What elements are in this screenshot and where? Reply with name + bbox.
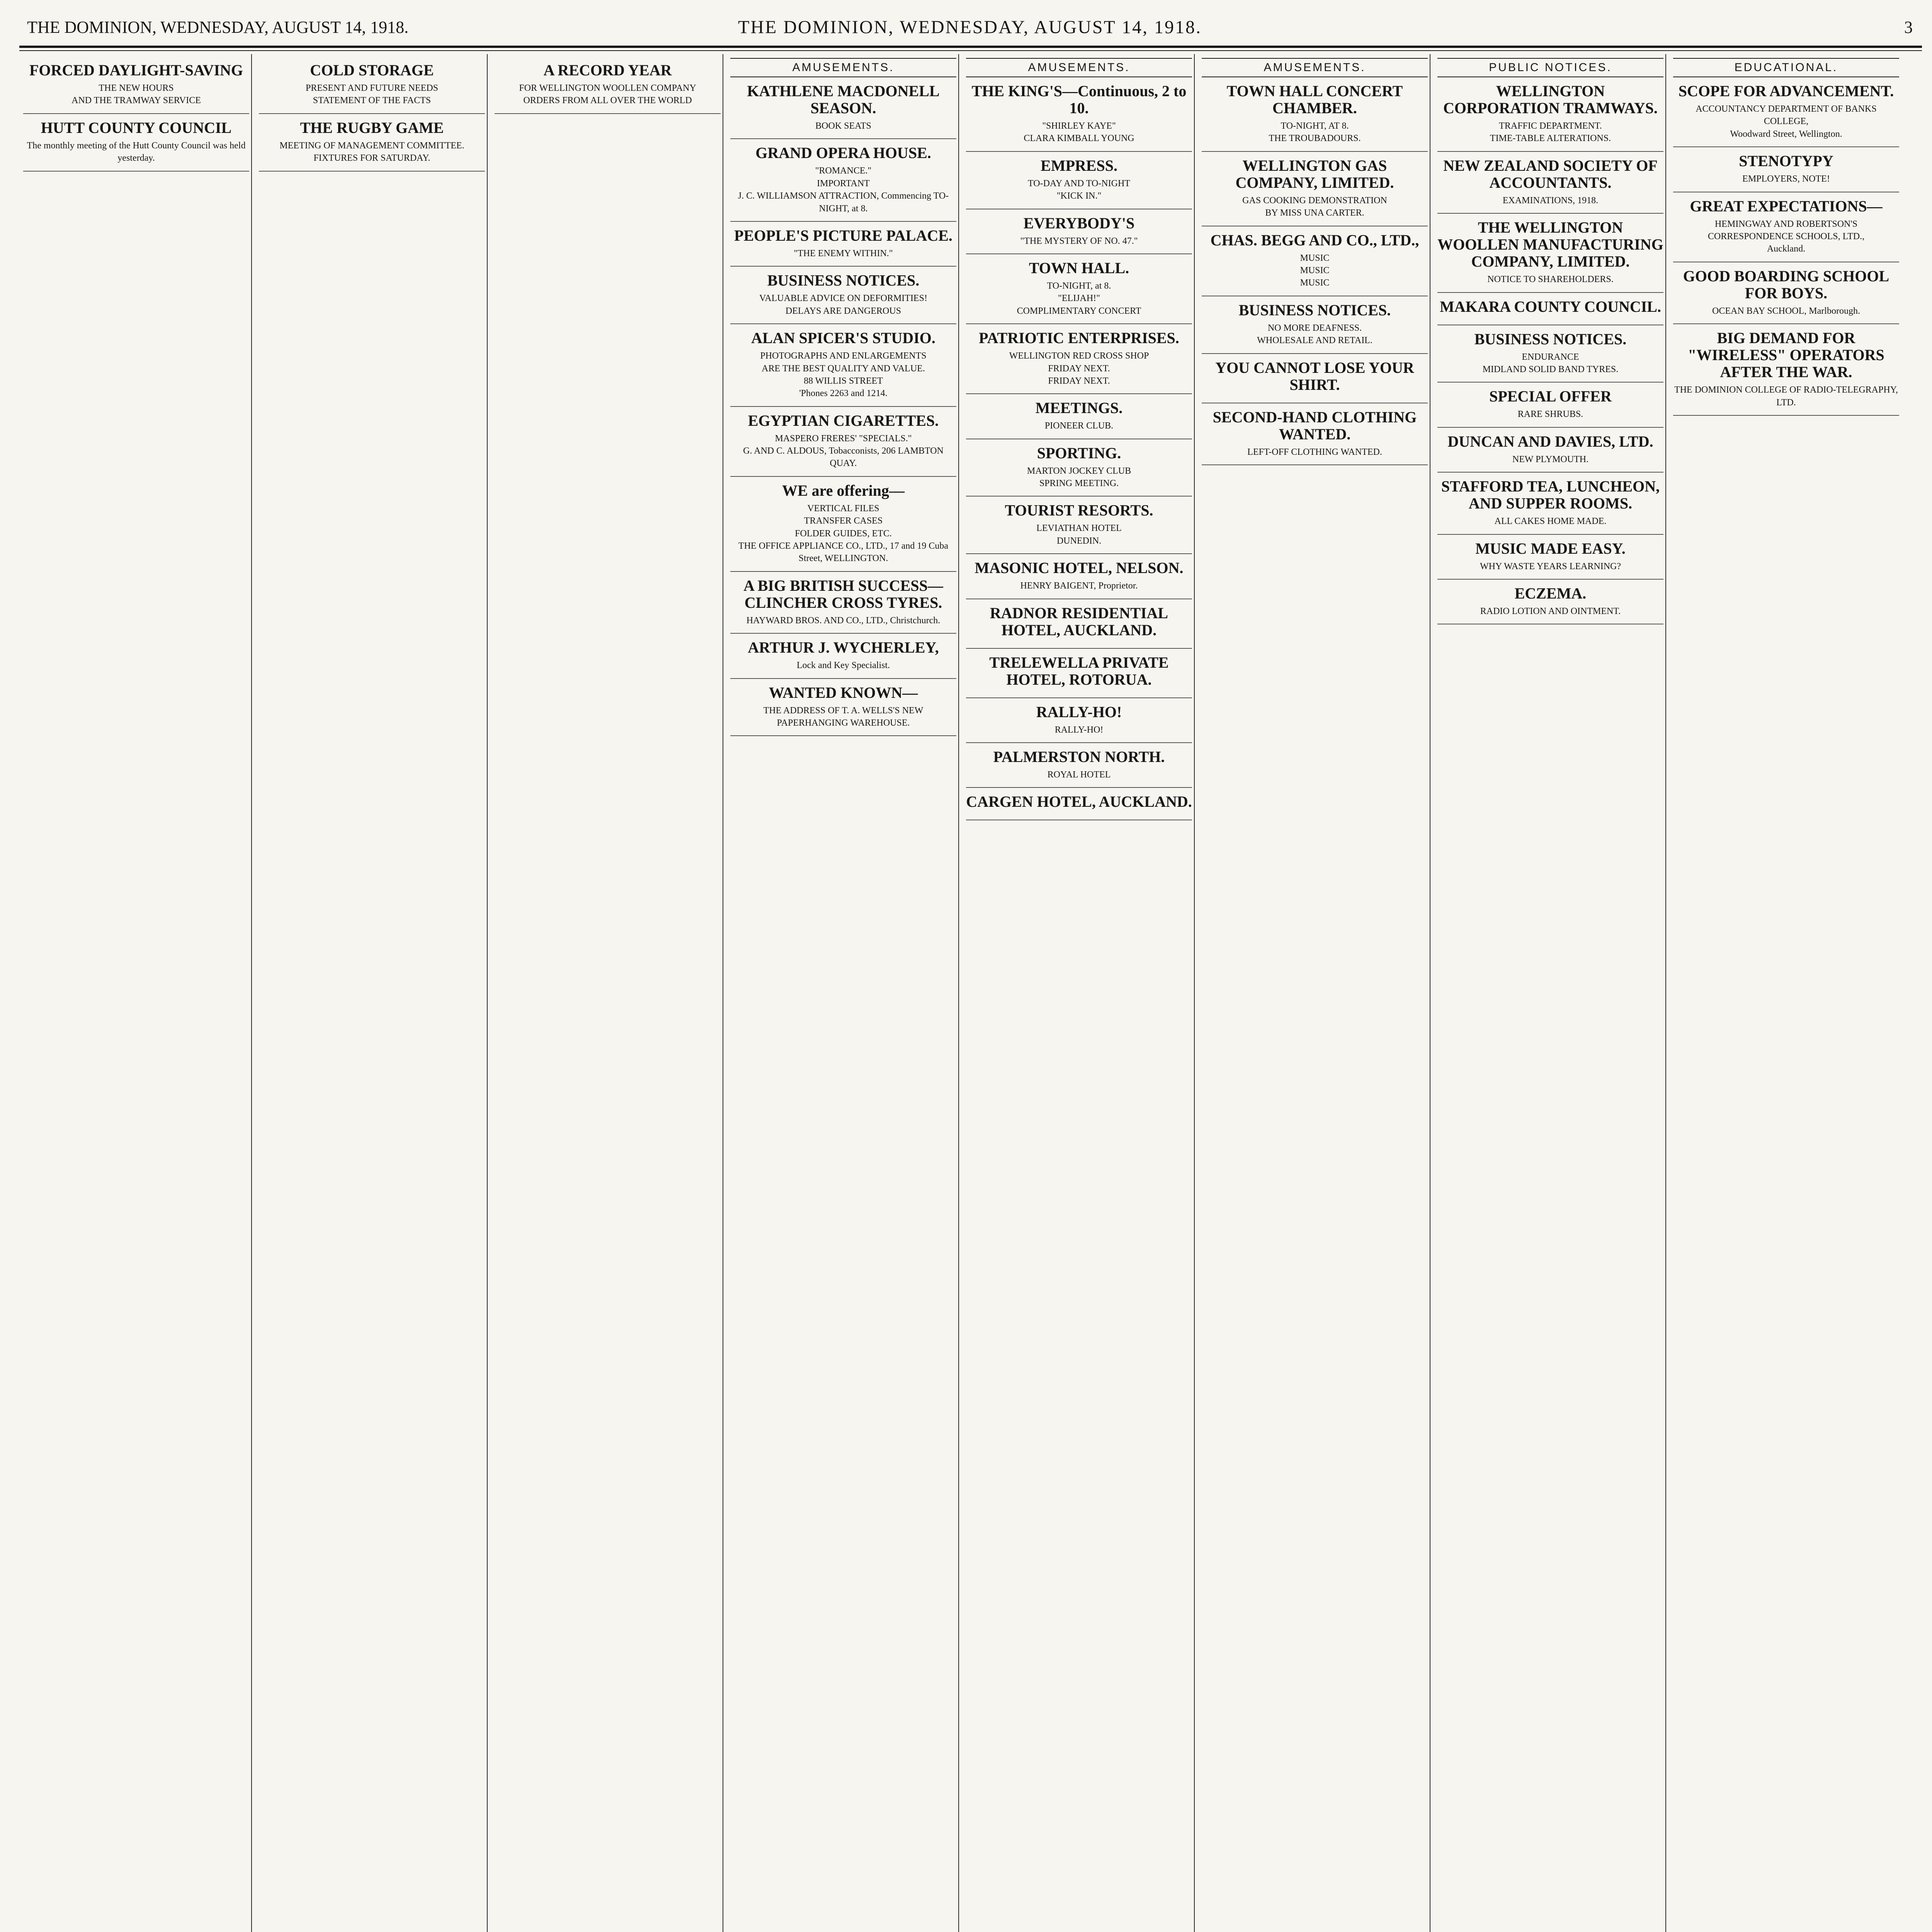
article-heading: BUSINESS NOTICES. (1238, 301, 1391, 319)
article-line: ORDERS FROM ALL OVER THE WORLD (523, 95, 692, 106)
article-line: FOLDER GUIDES, ETC. (795, 528, 892, 539)
article-line: MUSIC (1300, 253, 1330, 263)
article-heading: THE KING'S—Continuous, 2 to 10. (971, 82, 1187, 117)
article-line: IMPORTANT (817, 178, 870, 189)
column-4 (730, 58, 956, 1932)
article-heading: RADNOR RESIDENTIAL HOTEL, AUCKLAND. (990, 604, 1168, 639)
article-block (1437, 478, 1663, 534)
article-line: HAYWARD BROS. AND CO., LTD., Christchurch. (746, 615, 940, 626)
article-line: FOR WELLINGTON WOOLLEN COMPANY (519, 83, 696, 93)
article-block (730, 83, 956, 139)
column-header: EDUCATIONAL. (1673, 58, 1899, 77)
article-heading: KATHLENE MACDONELL SEASON. (747, 82, 940, 117)
article-block (1437, 388, 1663, 427)
article-block (966, 704, 1192, 743)
article-heading: WELLINGTON GAS COMPANY, LIMITED. (1235, 156, 1394, 191)
article-heading: EMPRESS. (1041, 156, 1117, 174)
article-line: TRANSFER CASES (804, 516, 883, 526)
column-header: AMUSEMENTS. (1202, 58, 1428, 77)
article-line: OCEAN BAY SCHOOL, Marlborough. (1712, 306, 1860, 316)
article-block (966, 157, 1192, 209)
masthead-left: THE DOMINION, WEDNESDAY, AUGUST 14, 1918. (27, 18, 409, 37)
article-heading: STENOTYPY (1739, 152, 1833, 170)
article-line: Lock and Key Specialist. (796, 660, 890, 671)
article-heading: ECZEMA. (1514, 584, 1587, 602)
article-block (1437, 219, 1663, 293)
article-line: RADIO LOTION AND OINTMENT. (1480, 606, 1621, 616)
column-1 (23, 58, 249, 1932)
article-block (966, 748, 1192, 788)
article-line: BOOK SEATS (815, 121, 871, 131)
column-rule (958, 54, 959, 1932)
article-block (1673, 198, 1899, 262)
article-block (966, 330, 1192, 394)
article-heading: YOU CANNOT LOSE YOUR SHIRT. (1215, 359, 1414, 393)
article-line: THE TROUBADOURS. (1269, 133, 1361, 144)
article-line: THE DOMINION COLLEGE OF RADIO-TELEGRAPHY, LTD. (1674, 385, 1898, 408)
article-block (1202, 83, 1428, 152)
article-line: DELAYS ARE DANGEROUS (785, 306, 901, 316)
article-heading: CHAS. BEGG AND CO., LTD., (1210, 231, 1419, 249)
article-line: EMPLOYERS, NOTE! (1742, 174, 1830, 184)
article-block (1202, 157, 1428, 226)
article-heading: DUNCAN AND DAVIES, LTD. (1447, 432, 1653, 450)
column-header: AMUSEMENTS. (730, 58, 956, 77)
article-line: TRAFFIC DEPARTMENT. (1499, 121, 1602, 131)
article-block (1437, 540, 1663, 580)
column-header: PUBLIC NOTICES. (1437, 58, 1663, 77)
column-header: AMUSEMENTS. (966, 58, 1192, 77)
article-line: THE ADDRESS OF T. A. WELLS'S NEW PAPERHANGING WAREHOUSE. (763, 705, 923, 728)
article-line: FIXTURES FOR SATURDAY. (313, 153, 430, 163)
article-heading: A RECORD YEAR (543, 61, 672, 79)
column-2 (259, 58, 485, 1932)
masthead (27, 14, 1913, 41)
article-heading: NEW ZEALAND SOCIETY OF ACCOUNTANTS. (1443, 156, 1658, 191)
masthead-title: THE DOMINION, WEDNESDAY, AUGUST 14, 1918. (738, 17, 1202, 37)
article-line: WHOLESALE AND RETAIL. (1257, 335, 1372, 346)
article-heading: SPORTING. (1037, 444, 1121, 462)
article-block (966, 445, 1192, 497)
article-line: RALLY-HO! (1054, 724, 1104, 735)
article-line: "ELIJAH!" (1058, 293, 1100, 304)
article-line: ARE THE BEST QUALITY AND VALUE. (762, 363, 925, 374)
article-block (1673, 153, 1899, 192)
article-heading: PEOPLE'S PICTURE PALACE. (734, 226, 952, 244)
article-block (966, 793, 1192, 820)
article-heading: ALAN SPICER'S STUDIO. (751, 329, 935, 347)
article-line: CLARA KIMBALL YOUNG (1024, 133, 1134, 144)
article-block (730, 145, 956, 222)
article-line: FRIDAY NEXT. (1048, 363, 1110, 374)
article-heading: STAFFORD TEA, LUNCHEON, AND SUPPER ROOMS. (1441, 478, 1660, 512)
article-line: TO-NIGHT, AT 8. (1281, 121, 1349, 131)
article-line: WELLINGTON RED CROSS SHOP (1009, 351, 1149, 361)
article-heading: PALMERSTON NORTH. (993, 748, 1165, 766)
article-block (966, 400, 1192, 439)
article-block (1202, 302, 1428, 354)
article-heading: WANTED KNOWN— (769, 684, 918, 701)
column-rule (487, 54, 488, 1932)
article-heading: RALLY-HO! (1036, 703, 1122, 721)
article-block (1202, 232, 1428, 296)
article-heading: SPECIAL OFFER (1489, 388, 1612, 405)
article-heading: GOOD BOARDING SCHOOL FOR BOYS. (1683, 267, 1889, 302)
article-heading: A BIG BRITISH SUCCESS—CLINCHER CROSS TYRES. (743, 577, 943, 611)
article-heading: EGYPTIAN CIGARETTES. (748, 412, 939, 429)
article-line: BY MISS UNA CARTER. (1265, 208, 1364, 218)
masthead-rule (19, 50, 1922, 51)
article-heading: THE WELLINGTON WOOLLEN MANUFACTURING COMPANY, LIMITED. (1437, 219, 1663, 270)
article-heading: TRELEWELLA PRIVATE HOTEL, ROTORUA. (989, 653, 1169, 688)
article-line: 88 WILLIS STREET (804, 376, 883, 386)
article-block (1673, 330, 1899, 416)
article-line: COMPLIMENTARY CONCERT (1017, 306, 1141, 316)
article-line: NOTICE TO SHAREHOLDERS. (1487, 274, 1614, 285)
article-line: SPRING MEETING. (1039, 478, 1119, 489)
article-block (730, 412, 956, 477)
article-line: G. AND C. ALDOUS, Tobacconists, 206 LAMBTON QUAY. (743, 446, 944, 469)
article-heading: SCOPE FOR ADVANCEMENT. (1678, 82, 1894, 100)
article-line: "THE MYSTERY OF NO. 47." (1020, 236, 1138, 246)
article-heading: GREAT EXPECTATIONS— (1690, 197, 1883, 215)
article-heading: TOWN HALL. (1029, 259, 1129, 277)
column-8 (1673, 58, 1899, 1932)
article-block (966, 502, 1192, 554)
article-block (259, 62, 485, 114)
article-block (966, 83, 1192, 152)
article-line: VALUABLE ADVICE ON DEFORMITIES! (759, 293, 927, 304)
article-line: VERTICAL FILES (807, 503, 879, 514)
column-7 (1437, 58, 1663, 1932)
article-block (730, 272, 956, 324)
article-line: WHY WASTE YEARS LEARNING? (1480, 561, 1621, 571)
article-block (966, 215, 1192, 254)
article-line: MEETING OF MANAGEMENT COMMITTEE. (279, 140, 464, 151)
column-rule (251, 54, 252, 1932)
column-6 (1202, 58, 1428, 1932)
article-line: THE NEW HOURS (99, 83, 174, 93)
article-line: MARTON JOCKEY CLUB (1027, 466, 1131, 476)
article-block (730, 227, 956, 267)
article-heading: EVERYBODY'S (1023, 214, 1135, 232)
article-block (1437, 157, 1663, 214)
article-block (1437, 83, 1663, 152)
article-block (1437, 433, 1663, 473)
article-line: MUSIC (1300, 265, 1330, 276)
article-block (1437, 331, 1663, 383)
article-line: ALL CAKES HOME MADE. (1494, 516, 1607, 527)
article-heading: ARTHUR J. WYCHERLEY, (748, 639, 939, 656)
article-line: "ROMANCE." (815, 166, 872, 176)
article-heading: PATRIOTIC ENTERPRISES. (979, 329, 1179, 347)
article-heading: GRAND OPERA HOUSE. (755, 144, 931, 162)
column-3 (495, 58, 721, 1932)
article-block (730, 639, 956, 679)
article-block (1202, 409, 1428, 465)
article-heading: MUSIC MADE EASY. (1475, 539, 1626, 557)
article-line: "THE ENEMY WITHIN." (794, 248, 893, 259)
article-line: TO-DAY AND TO-NIGHT (1028, 178, 1130, 189)
article-block (966, 654, 1192, 698)
article-heading: TOWN HALL CONCERT CHAMBER. (1226, 82, 1403, 117)
article-block (966, 260, 1192, 324)
article-line: TIME-TABLE ALTERATIONS. (1490, 133, 1611, 144)
article-heading: CARGEN HOTEL, AUCKLAND. (966, 793, 1192, 811)
article-line: NEW PLYMOUTH. (1512, 454, 1589, 464)
article-heading: BIG DEMAND FOR "WIRELESS" OPERATORS AFTER THE WAR. (1688, 329, 1884, 381)
article-line: LEFT-OFF CLOTHING WANTED. (1247, 447, 1382, 457)
article-line: "KICK IN." (1056, 191, 1102, 201)
article-line: EXAMINATIONS, 1918. (1502, 195, 1599, 206)
article-line: NO MORE DEAFNESS. (1267, 323, 1362, 333)
article-block (1673, 268, 1899, 324)
article-line: STATEMENT OF THE FACTS (313, 95, 431, 106)
article-block (1437, 585, 1663, 624)
article-line: "SHIRLEY KAYE" (1042, 121, 1116, 131)
article-line: HENRY BAIGENT, Proprietor. (1020, 581, 1138, 591)
article-line: GAS COOKING DEMONSTRATION (1242, 195, 1387, 206)
article-line: RARE SHRUBS. (1517, 409, 1583, 420)
article-heading: BUSINESS NOTICES. (1474, 330, 1627, 348)
article-heading: MAKARA COUNTY COUNCIL. (1440, 298, 1661, 315)
article-heading: FORCED DAYLIGHT-SAVING (29, 61, 243, 79)
article-line: MASPERO FRERES' "SPECIALS." (775, 433, 912, 444)
article-heading: HUTT COUNTY COUNCIL (41, 119, 232, 136)
article-line: J. C. WILLIAMSON ATTRACTION, Commencing TO-NIGHT, at 8. (738, 191, 949, 214)
article-line: PIONEER CLUB. (1044, 421, 1114, 431)
article-line: PHOTOGRAPHS AND ENLARGEMENTS (760, 351, 927, 361)
article-block (730, 330, 956, 407)
article-heading: SECOND-HAND CLOTHING WANTED. (1213, 408, 1417, 443)
article-line: Auckland. (1767, 244, 1806, 254)
article-line: AND THE TRAMWAY SERVICE (71, 95, 201, 106)
article-block (730, 482, 956, 572)
article-block (730, 577, 956, 634)
article-block (730, 684, 956, 736)
article-line: ACCOUNTANCY DEPARTMENT OF BANKS COLLEGE, (1696, 104, 1877, 127)
article-line: MUSIC (1300, 278, 1330, 288)
article-line: TO-NIGHT, at 8. (1047, 281, 1111, 291)
article-block (23, 62, 249, 114)
article-heading: THE RUGBY GAME (300, 119, 444, 136)
article-heading: BUSINESS NOTICES. (767, 272, 920, 289)
article-line: 'Phones 2263 and 1214. (799, 388, 888, 399)
article-line: ROYAL HOTEL (1047, 770, 1111, 780)
article-block (495, 62, 721, 114)
article-line: ENDURANCE (1522, 352, 1579, 362)
article-block (1437, 298, 1663, 325)
page-number: 3 (1904, 18, 1913, 37)
article-heading: COLD STORAGE (310, 61, 434, 79)
article-heading: TOURIST RESORTS. (1005, 502, 1153, 519)
article-line: DUNEDIN. (1056, 536, 1102, 546)
article-block (259, 119, 485, 172)
article-line: HEMINGWAY AND ROBERTSON'S CORRESPONDENCE SCHOOLS, LTD., (1708, 219, 1865, 242)
article-line: MIDLAND SOLID BAND TYRES. (1482, 364, 1619, 374)
article-block (966, 605, 1192, 649)
article-line: THE OFFICE APPLIANCE CO., LTD., 17 and 19 Cuba Street, WELLINGTON. (738, 541, 949, 564)
article-heading: WE are offering— (782, 481, 905, 499)
article-line: LEVIATHAN HOTEL (1036, 523, 1122, 534)
article-heading: MASONIC HOTEL, NELSON. (975, 559, 1184, 577)
article-block (23, 119, 249, 172)
article-line: PRESENT AND FUTURE NEEDS (306, 83, 438, 93)
article-block (1202, 359, 1428, 403)
column-5 (966, 58, 1192, 1932)
masthead-rule (19, 46, 1922, 48)
article-line: The monthly meeting of the Hutt County Council was held yesterday. (27, 140, 246, 163)
article-block (1673, 83, 1899, 147)
article-line: FRIDAY NEXT. (1048, 376, 1110, 386)
article-heading: MEETINGS. (1035, 399, 1123, 417)
article-block (966, 560, 1192, 599)
article-line: Woodward Street, Wellington. (1730, 129, 1842, 139)
column-rule (1665, 54, 1666, 1932)
article-heading: WELLINGTON CORPORATION TRAMWAYS. (1443, 82, 1658, 117)
column-rule (1194, 54, 1195, 1932)
